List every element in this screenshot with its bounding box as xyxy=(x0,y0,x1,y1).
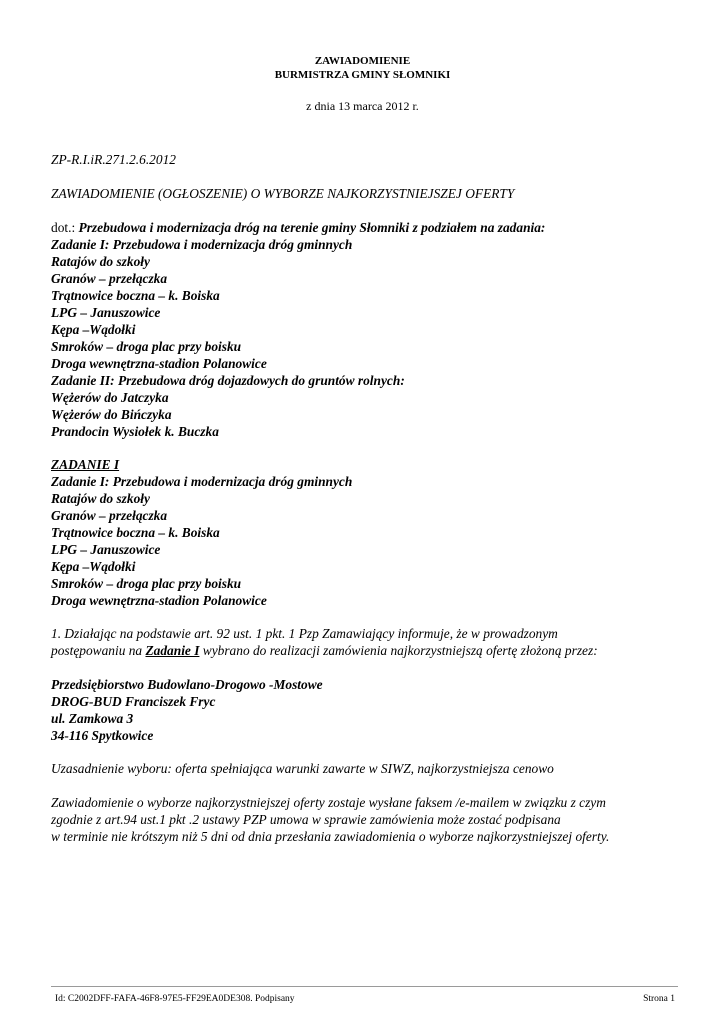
dot-list-item: LPG – Januszowice xyxy=(51,305,161,320)
dot-list-item: Kępa –Wądołki xyxy=(51,322,136,337)
zadanie1-item: Droga wewnętrzna-stadion Polanowice xyxy=(51,593,267,608)
zadanie1-item: Granów – przełączka xyxy=(51,508,168,523)
zadanie1-heading: ZADANIE I xyxy=(51,457,120,472)
zadanie1-item: LPG – Januszowice xyxy=(51,542,161,557)
point1-post: wybrano do realizacji zamówienia najkorzystniejszą ofertę złożoną przez: xyxy=(199,643,598,658)
notice-line: zgodnie z art.94 ust.1 pkt .2 ustawy PZP umowa w sprawie zamówienia może zostać podpisana xyxy=(51,812,561,827)
point1-task: Zadanie I xyxy=(145,643,200,658)
dot-list-item: Zadanie I: Przebudowa i modernizacja dróg gminnych xyxy=(51,237,353,252)
dot-prefix: dot.: xyxy=(51,220,76,235)
dot-list-item: Wężerów do Jatczyka xyxy=(51,390,169,405)
zadanie1-item: Zadanie I: Przebudowa i modernizacja dróg gminnych xyxy=(51,474,353,489)
dot-title: Przebudowa i modernizacja dróg na terenie gminy Słomniki z podziałem na zadania: xyxy=(75,220,546,235)
winner-street: ul. Zamkowa 3 xyxy=(51,711,134,726)
reference-number: ZP-R.I.iR.271.2.6.2012 xyxy=(51,152,176,167)
zadanie1-item: Trątnowice boczna – k. Boiska xyxy=(51,525,220,540)
justification: Uzasadnienie wyboru: oferta spełniająca warunki zawarte w SIWZ, najkorzystniejsza cenowo xyxy=(51,761,554,776)
dot-list-item: Wężerów do Bińczyka xyxy=(51,407,172,422)
dot-list-item: Smroków – droga plac przy boisku xyxy=(51,339,242,354)
doc-date: z dnia 13 marca 2012 r. xyxy=(306,99,419,113)
doc-title: ZAWIADOMIENIE xyxy=(314,55,411,67)
dot-list-item: Trątnowice boczna – k. Boiska xyxy=(51,288,220,303)
winner-city: 34-116 Spytkowice xyxy=(51,728,154,743)
notice-line: Zawiadomienie o wyborze najkorzystniejszej oferty zostaje wysłane faksem /e-mailem w związku z czym xyxy=(51,795,606,810)
notice-line: w terminie nie krótszym niż 5 dni od dnia przesłania zawiadomienia o wyborze najkorzystniejszej oferty. xyxy=(51,829,610,844)
dot-list-item: Prandocin Wysiołek k. Buczka xyxy=(51,424,219,439)
doc-issuer: BURMISTRZA GMINY SŁOMNIKI xyxy=(274,69,451,81)
subject-line: ZAWIADOMIENIE (OGŁOSZENIE) O WYBORZE NAJKORZYSTNIEJSZEJ OFERTY xyxy=(51,186,515,201)
footer-document-id: Id: C2002DFF-FAFA-46F8-97E5-FF29EA0DE308. Podpisany xyxy=(55,994,295,1004)
footer-divider xyxy=(51,986,678,987)
winner-company: DROG-BUD Franciszek Fryc xyxy=(51,694,216,709)
dot-list-item: Zadanie II: Przebudowa dróg dojazdowych do gruntów rolnych: xyxy=(51,373,405,388)
footer-page-number: Strona 1 xyxy=(643,994,675,1004)
dot-line xyxy=(51,219,691,236)
zadanie1-item: Kępa –Wądołki xyxy=(51,559,136,574)
point1-pre: postępowaniu na xyxy=(51,643,146,658)
point1-line1: 1. Działając na podstawie art. 92 ust. 1 pkt. 1 Pzp Zamawiający informuje, że w prowadzonym xyxy=(51,626,558,641)
dot-list-item: Granów – przełączka xyxy=(51,271,168,286)
zadanie1-item: Smroków – droga plac przy boisku xyxy=(51,576,242,591)
zadanie1-item: Ratajów do szkoły xyxy=(51,491,150,506)
dot-list-item: Droga wewnętrzna-stadion Polanowice xyxy=(51,356,267,371)
point1-line2 xyxy=(51,642,691,659)
dot-list-item: Ratajów do szkoły xyxy=(51,254,150,269)
winner-name: Przedsiębiorstwo Budowlano-Drogowo -Mostowe xyxy=(51,677,323,692)
